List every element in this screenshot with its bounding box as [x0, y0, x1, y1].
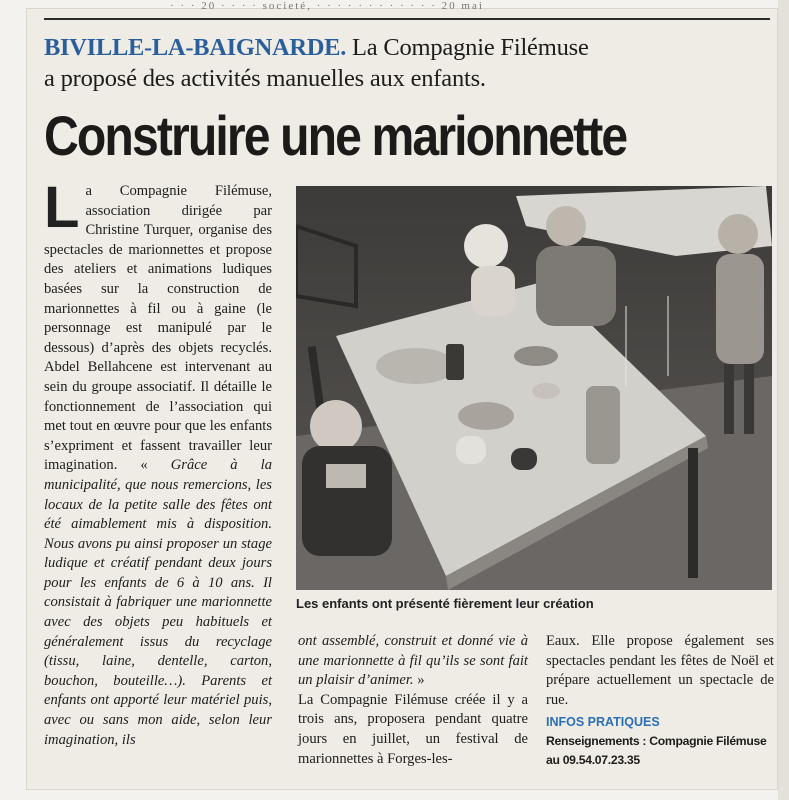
article-column-1 — [44, 175, 272, 750]
article-paragraph-1 — [44, 175, 272, 750]
article-column-2 — [298, 632, 528, 769]
infos-pratiques-body: Renseignements : Compagnie Filémuse au 09.54.07.23.35 — [546, 734, 767, 768]
photo-illustration — [296, 186, 772, 590]
article-paragraph-4: Eaux. Elle propose également ses spectacles pendant les fêtes de Noël et prépare actuellement un spectacle de rue. — [546, 633, 774, 708]
article-intro: a Compagnie Filémuse, association dirigée par Christine Turquer, organise des spectacles de marionnettes et propose des ateliers et animations ludiques basées sur la construction de marionnettes à fil ou à gaine (le personnage est manipulé par le dessous) d’après des objets recyclés. Abdel Bellahcene est intervenant au sein du groupe associatif. Il détaille le fonctionnement de l’association qui met tout en œuvre pour que les enfants s’expriment et fassent travailler leur imagination. « — [44, 183, 272, 474]
photo-caption: Les enfants ont présenté fièrement leur création — [296, 596, 594, 611]
article-paragraph-3: La Compagnie Filémuse créée il y a trois ans, proposera pendant quatre jours en juillet, un festival de marionnettes à Forges-les- — [298, 691, 528, 767]
quote-close: » — [413, 672, 425, 689]
drop-cap: L — [44, 175, 80, 240]
kicker-line2: a proposé des activités manuelles aux enfants. — [44, 65, 486, 92]
infos-pratiques-title: INFOS PRATIQUES — [546, 715, 660, 730]
article-quote-2: ont assemblé, construit et donné vie à une marionnette à fil qu’ils se sont fait un plaisir d’animer. — [298, 633, 528, 689]
article-photo — [296, 186, 772, 590]
kicker — [44, 32, 774, 94]
kicker-line1: La Compagnie Filémuse — [346, 34, 589, 61]
top-rule — [44, 18, 770, 20]
headline: Construire une marionnette — [44, 104, 627, 167]
scan-edge — [778, 0, 789, 800]
article-paragraph-2 — [298, 632, 528, 691]
masthead-fragment: · · · 20 · · · · societé, · · · · · · · · · · · · 20 mai — [170, 0, 484, 12]
article-column-3 — [546, 632, 774, 770]
kicker-place: BIVILLE-LA-BAIGNARDE. — [44, 34, 347, 61]
article-quote-1: Grâce à la municipalité, que nous remercions, les locaux de la petite salle des fêtes ont été aimablement mis à disposition. Nous avons pu ainsi proposer un stage ludique et créatif pendant deux jours pour les enfants de 6 à 10 ans. Il consistait à fabriquer une marionnette avec des objets peu habituels et généralement issus du recyclage (tissu, laine, dentelle, carton, bouchon, bouteille…). Parents et enfants ont apporté leur matériel puis, avec ou sans mon aide, selon leur imagination, ils — [44, 457, 272, 748]
